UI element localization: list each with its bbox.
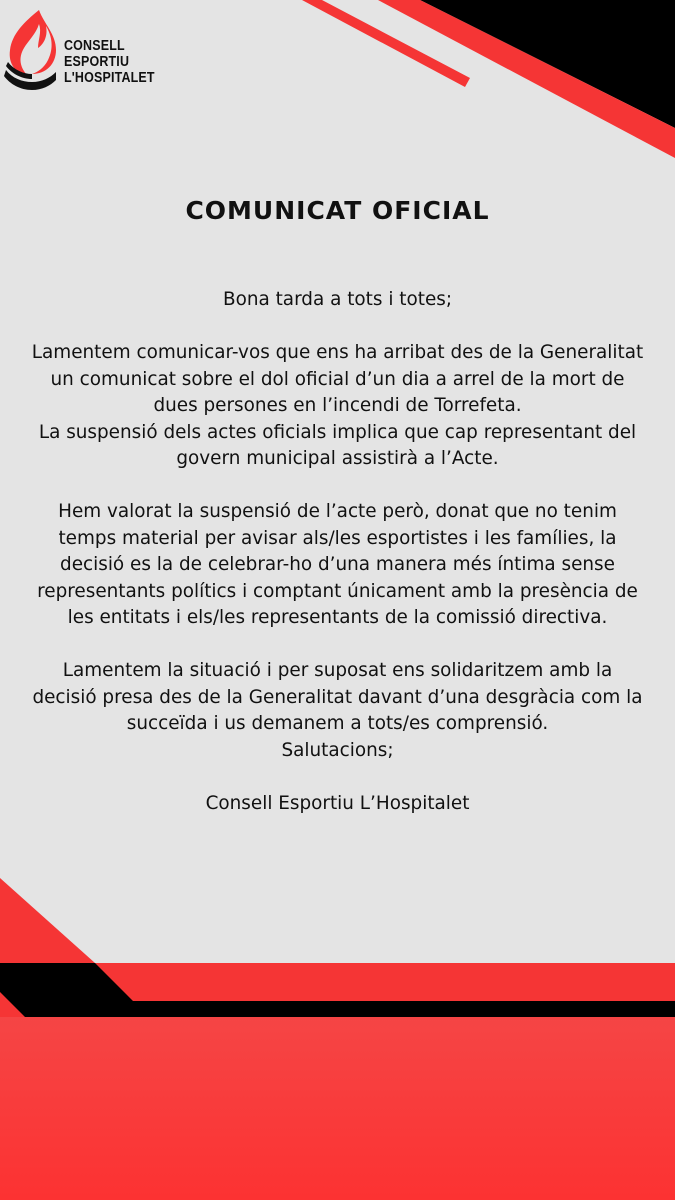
logo-line-1: CONSELL bbox=[64, 38, 125, 54]
paragraph-2-line: Hem valorat la suspensió de l’acte però, donat que no tenim bbox=[58, 501, 617, 522]
logo-line-2: ESPORTIU bbox=[64, 54, 130, 70]
greeting: Bona tarda a tots i totes; bbox=[222, 289, 453, 310]
paragraph-1-line: govern municipal assistirà a l’Acte. bbox=[176, 448, 499, 469]
paragraph-2-line: temps material per avisar als/les esportistes i les famílies, la bbox=[58, 527, 617, 549]
paragraph-1-line: dues persones en l’incendi de Torrefeta. bbox=[153, 395, 522, 416]
paragraph-2-line: les entitats i els/les representants de la comissió directiva. bbox=[67, 607, 608, 628]
paragraph-3-line: Lamentem la situació i per suposat ens solidaritzem amb la bbox=[62, 660, 613, 681]
bottom-left-red-triangle bbox=[0, 878, 95, 963]
logo-line-3: L'HOSPITALET bbox=[64, 70, 155, 86]
logo-wordmark bbox=[64, 38, 155, 86]
signature: Consell Esportiu L’Hospitalet bbox=[205, 792, 470, 814]
paragraph-1-line: La suspensió dels actes oficials implica que cap representant del bbox=[38, 421, 637, 443]
paragraph-2-line: decisió es la de celebrar-ho d’una manera més íntima sense bbox=[60, 554, 615, 575]
paragraph-1-line: Lamentem comunicar-vos que ens ha arribat des de la Generalitat bbox=[31, 342, 644, 363]
paragraph-3-line: decisió presa des de la Generalitat davant d’una desgràcia com la bbox=[32, 686, 643, 708]
page-title: COMUNICAT OFICIAL bbox=[185, 196, 490, 225]
logo bbox=[2, 8, 172, 90]
paragraph-1-line: un comunicat sobre el dol oficial d’un dia a arrel de la mort de bbox=[50, 368, 625, 390]
closing: Salutacions; bbox=[281, 739, 394, 761]
flame-logo-icon bbox=[2, 8, 56, 90]
notice-body bbox=[0, 287, 675, 817]
paragraph-2-line: representants polítics i comptant únicament amb la presència de bbox=[37, 580, 638, 602]
bottom-red-panel bbox=[0, 1017, 675, 1200]
paragraph-3-line: succeïda i us demanem a tots/es comprensió. bbox=[126, 713, 549, 734]
